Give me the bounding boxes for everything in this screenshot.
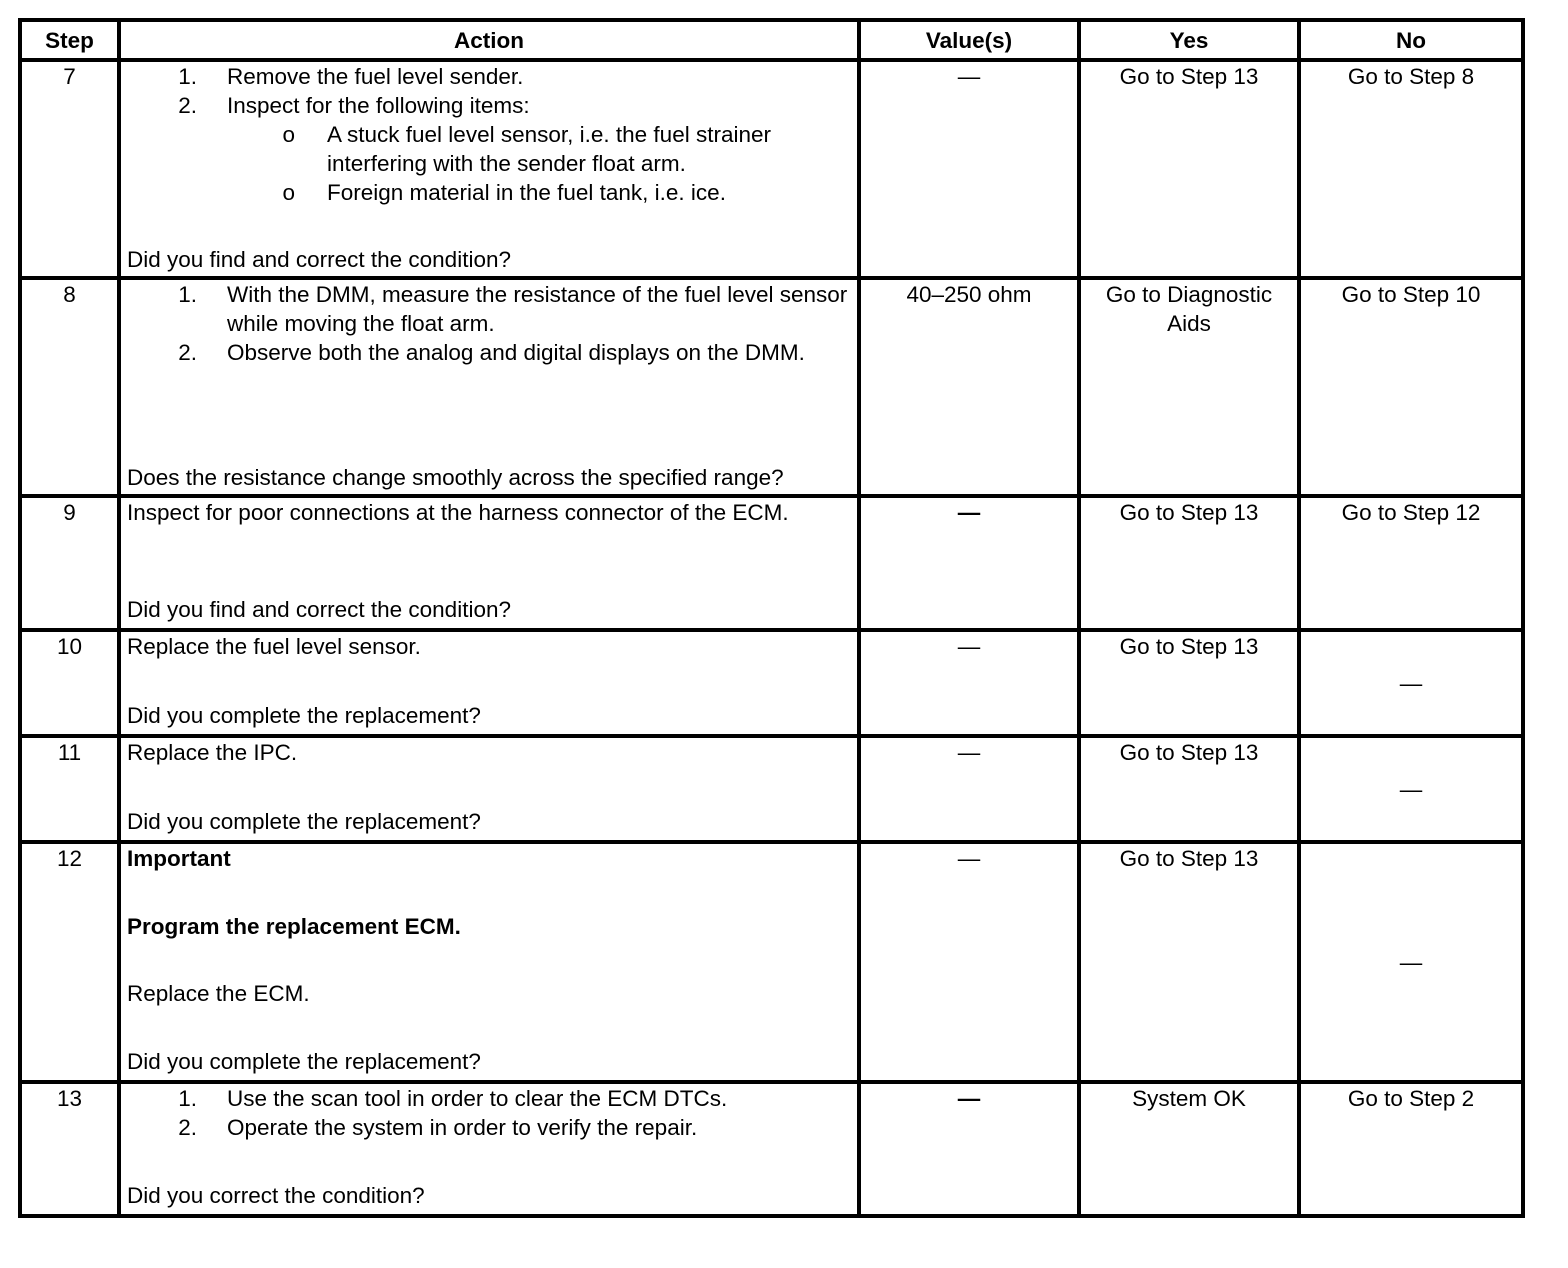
action-text: Inspect for poor connections at the harness connector of the ECM. [127,500,789,525]
header-step: Step [20,20,119,60]
step-text: Observe both the analog and digital displays on the DMM. [227,340,805,365]
action-step [127,280,851,338]
step-text: Inspect for the following items: [227,93,530,118]
action-step [127,338,851,367]
step-number: 8 [20,278,119,496]
empty-value-dash: — [957,64,981,89]
step-number: 10 [20,630,119,736]
step-number: 11 [20,736,119,842]
action-steps [127,280,851,367]
yes-cell: Go to Step 13 [1079,496,1299,630]
step-index: 2. [178,340,197,365]
no-cell: — [1299,630,1523,736]
question-text: Did you find and correct the condition? [127,597,511,622]
table-row [20,278,1523,496]
no-cell: Go to Step 2 [1299,1082,1523,1216]
yes-cell: System OK [1079,1082,1299,1216]
sub-item [127,178,851,207]
sub-item-text: Foreign material in the fuel tank, i.e. ice. [327,180,726,205]
step-index: 1. [178,282,197,307]
action-cell [119,496,859,630]
table-row [20,1082,1523,1216]
value-cell: — [859,842,1079,1082]
no-cell: Go to Step 12 [1299,496,1523,630]
action-text: Replace the IPC. [127,740,298,765]
diagnostic-table [18,18,1525,1218]
table-row [20,496,1523,630]
action-cell [119,630,859,736]
yes-cell: Go to Step 13 [1079,630,1299,736]
value-cell: — [859,630,1079,736]
action-step [127,1084,851,1113]
question-text: Did you find and correct the condition? [127,247,511,272]
value-cell [859,496,1079,630]
header-row [20,20,1523,60]
bullet-marker: o [282,122,295,147]
no-cell: — [1299,736,1523,842]
step-index: 2. [178,1115,197,1140]
question-text: Did you complete the replacement? [127,703,481,728]
action-steps [127,1084,851,1142]
step-number: 7 [20,60,119,278]
table-row [20,736,1523,842]
action-step [127,1113,851,1142]
action-cell [119,60,859,278]
no-cell: Go to Step 8 [1299,60,1523,278]
sub-items [127,120,851,207]
table-row [20,842,1523,1082]
action-cell [119,1082,859,1216]
action-step [127,91,851,120]
header-no: No [1299,20,1523,60]
action-steps [127,62,851,120]
step-text: With the DMM, measure the resistance of the fuel level sensor while moving the float arm. [227,282,848,336]
important-label: Important [127,846,231,871]
action-cell [119,736,859,842]
step-text: Operate the system in order to verify the repair. [227,1115,698,1140]
step-text: Remove the fuel level sender. [227,64,524,89]
yes-cell: Go to Step 13 [1079,842,1299,1082]
no-cell: — [1299,842,1523,1082]
table-row [20,630,1523,736]
question-text: Did you correct the condition? [127,1183,425,1208]
yes-cell: Go to Step 13 [1079,736,1299,842]
step-index: 1. [178,1086,197,1111]
value-cell: — [859,736,1079,842]
action-cell [119,278,859,496]
header-yes: Yes [1079,20,1299,60]
value-cell [859,60,1079,278]
header-action: Action [119,20,859,60]
important-text: Program the replacement ECM. [127,913,461,939]
bullet-marker: o [282,180,295,205]
step-number: 9 [20,496,119,630]
step-number: 13 [20,1082,119,1216]
step-index: 1. [178,64,197,89]
step-index: 2. [178,93,197,118]
yes-cell: Go to Diagnostic Aids [1079,278,1299,496]
question-text: Does the resistance change smoothly across the specified range? [127,465,784,490]
question-text: Did you complete the replacement? [127,1048,481,1074]
header-values: Value(s) [859,20,1079,60]
value-cell: 40–250 ohm [859,278,1079,496]
value-cell [859,1082,1079,1216]
yes-cell: Go to Step 13 [1079,60,1299,278]
action-text: Replace the ECM. [127,981,310,1007]
empty-value-dash: — [957,1086,981,1111]
no-cell: Go to Step 10 [1299,278,1523,496]
action-text: Replace the fuel level sensor. [127,634,421,659]
empty-value-dash: — [957,500,981,525]
sub-item-text: A stuck fuel level sensor, i.e. the fuel strainer interfering with the sender float arm. [327,122,771,176]
sub-item [127,120,851,178]
table-row [20,60,1523,278]
action-cell [119,842,859,1082]
question-text: Did you complete the replacement? [127,809,481,834]
step-number: 12 [20,842,119,1082]
step-text: Use the scan tool in order to clear the ECM DTCs. [227,1086,728,1111]
action-step [127,62,851,91]
